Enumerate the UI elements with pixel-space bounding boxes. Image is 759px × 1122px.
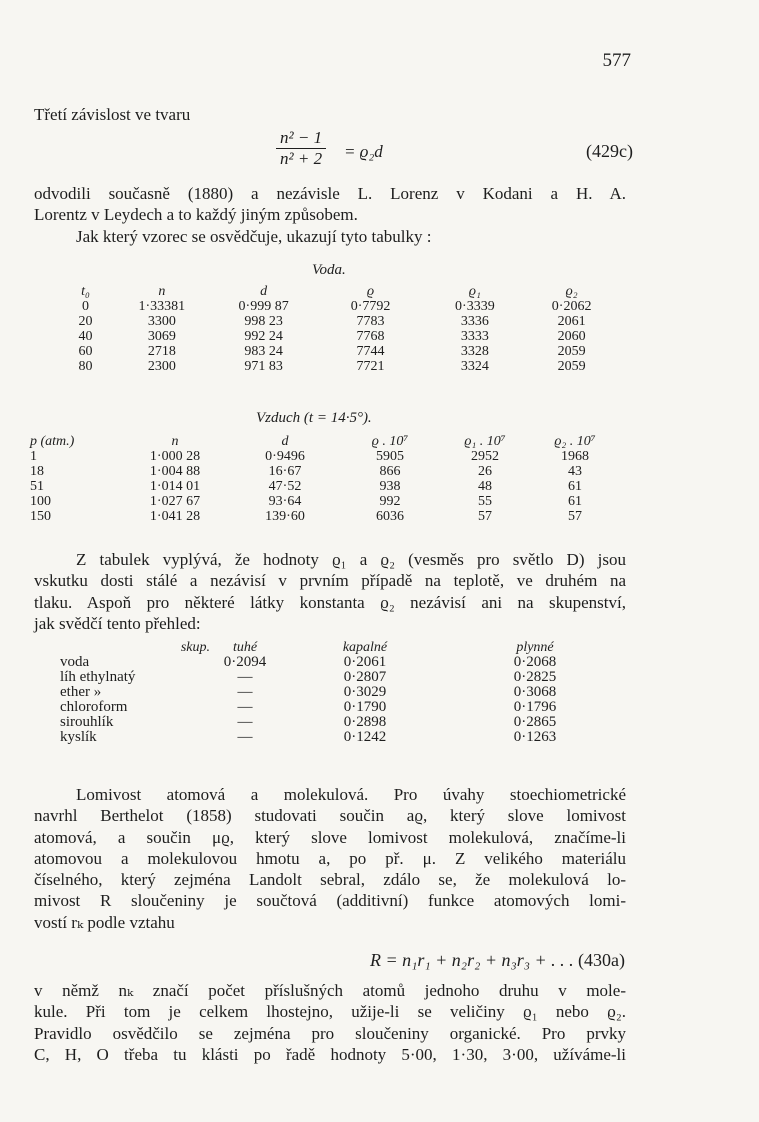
- text-line: atomovou a molekulovou hmotu a, po př. μ. Z velikého materiálu: [34, 848, 626, 868]
- equation-number: (429c): [586, 141, 633, 161]
- table-cell: 20: [78, 314, 93, 329]
- table-cell: 0·1796: [513, 699, 557, 715]
- table-row: [30, 509, 620, 524]
- table-cell: 0·9496: [265, 449, 305, 464]
- table-row: [60, 329, 620, 344]
- table-row: [60, 299, 620, 314]
- table-cell: 61: [568, 494, 582, 509]
- table-cell: sirouhlík: [60, 714, 114, 730]
- table-cell: —: [237, 684, 253, 700]
- table-cell: —: [237, 729, 253, 745]
- text-line: odvodili současně (1880) a nezávisle L. Lorenz v Kodani a H. A.: [34, 184, 626, 203]
- table-cell: 47·52: [268, 479, 302, 494]
- text-line: Jak který vzorec se osvědčuje, ukazují tyto tabulky :: [76, 226, 432, 246]
- table-row: [60, 715, 620, 730]
- text-line: navrhl Berthelot (1858) studovati součin aϱ, který slove lomivost: [34, 806, 626, 826]
- table-header: kapalné: [342, 640, 388, 655]
- table-header: ϱ₂: [565, 284, 578, 299]
- table-header: ϱ: [366, 284, 375, 299]
- table-header: ϱ₂ . 10⁷: [554, 434, 596, 449]
- table-header-row: [30, 434, 620, 449]
- text-line: C, H, O třeba tu klásti po řadě hodnoty 5·00, 1·30, 3·00, užíváme-li: [34, 1044, 626, 1064]
- table-cell: 51: [30, 479, 44, 494]
- table-cell: 866: [379, 464, 401, 479]
- table-air: [30, 434, 620, 524]
- text-line: číselného, který zejména Landolt sebral, zdálo se, že molekulová lo-: [34, 870, 626, 890]
- table-cell: 3069: [147, 329, 176, 344]
- paragraph-intro: [34, 104, 626, 125]
- table-cell: 2060: [557, 329, 586, 344]
- table-row: [60, 670, 620, 685]
- text-line: jak svědčí tento přehled:: [34, 613, 201, 633]
- table-row: [30, 464, 620, 479]
- table-header: p (atm.): [30, 434, 75, 449]
- table-cell: líh ethylnatý: [60, 669, 136, 685]
- table-cell: 26: [478, 464, 492, 479]
- table-cell: —: [237, 669, 253, 685]
- table-cell: 150: [30, 509, 51, 524]
- table-cell: 7768: [356, 329, 385, 344]
- table-cell: 6036: [376, 509, 404, 524]
- table-header: n: [171, 434, 179, 449]
- table-cell: 80: [78, 359, 93, 374]
- table-body: [60, 299, 620, 374]
- table-cell: 0·999 87: [238, 299, 289, 314]
- table-cell: 1968: [561, 449, 589, 464]
- table-cell: voda: [60, 654, 90, 670]
- text-line: vskutku dosti stálé a nezávisí v prvním případě na teplotě, ve druhém na: [34, 571, 626, 591]
- table-cell: —: [237, 699, 253, 715]
- table-cell: 2952: [471, 449, 499, 464]
- table-row: [60, 344, 620, 359]
- table-body: [30, 449, 620, 524]
- table-header: d: [260, 284, 268, 299]
- table-header: ϱ₁: [468, 284, 481, 299]
- table-cell: 0·2807: [343, 669, 387, 685]
- table-row: [60, 314, 620, 329]
- table-header: t₀: [81, 284, 90, 299]
- table-row: [60, 685, 620, 700]
- table-cell: 2059: [557, 344, 586, 359]
- table-cell: 93·64: [268, 494, 302, 509]
- table-cell: 0·3339: [455, 299, 495, 314]
- table-row: [60, 730, 620, 745]
- table-cell: 48: [478, 479, 492, 494]
- table-header: tuhé: [232, 640, 258, 655]
- table-cell: 0·1263: [513, 729, 557, 745]
- table-header-row: [60, 284, 620, 299]
- equation-rhs: = ϱ₂d: [344, 142, 383, 161]
- table-cell: 7721: [356, 359, 385, 374]
- table-cell: 3333: [460, 329, 489, 344]
- table-row: [60, 359, 620, 374]
- table-cell: 992 24: [244, 329, 283, 344]
- table-cell: 18: [30, 464, 44, 479]
- page-number: 577: [602, 50, 631, 71]
- text-line: Třetí závislost ve tvaru: [34, 105, 191, 124]
- table-cell: 938: [379, 479, 401, 494]
- table-cell: 100: [30, 494, 51, 509]
- text-line: Lomivost atomová a molekulová. Pro úvahy stoechiometrické: [76, 785, 626, 804]
- table-cell: 3328: [460, 344, 489, 359]
- text-line: v němž nₖ značí počet příslušných atomů jednoho druhu v mole-: [34, 981, 626, 1000]
- table2-caption: Vzduch (t = 14·5°).: [256, 410, 372, 426]
- table-cell: 1·33381: [138, 299, 186, 314]
- text-line: Z tabulek vyplývá, že hodnoty ϱ₁ a ϱ₂ (vesměs pro světlo D) jsou: [76, 550, 626, 569]
- table-cell: 139·60: [265, 509, 305, 524]
- table-cell: 61: [568, 479, 582, 494]
- text-line: vostí rₖ podle vztahu: [34, 912, 175, 932]
- table-cell: 0·1790: [343, 699, 387, 715]
- paragraph-authors: [34, 183, 626, 247]
- table-cell: 3336: [460, 314, 489, 329]
- table-header: ϱ₁ . 10⁷: [464, 434, 506, 449]
- table-cell: 3324: [460, 359, 489, 374]
- table-cell: —: [237, 714, 253, 730]
- table-row: [60, 700, 620, 715]
- table-cell: 7783: [356, 314, 385, 329]
- table-cell: 1·014 01: [149, 479, 201, 494]
- table-phases: [60, 640, 620, 745]
- table-cell: chloroform: [60, 699, 128, 715]
- table-header: d: [281, 434, 289, 449]
- text-line: Pravidlo osvědčilo se zejména pro sloučeniny organické. Pro prvky: [34, 1023, 626, 1043]
- table-cell: 0·2068: [513, 654, 557, 670]
- equation-numerator: n² − 1: [276, 128, 326, 149]
- table-cell: 1·000 28: [149, 449, 201, 464]
- table-cell: 1·041 28: [149, 509, 201, 524]
- table1-caption: Voda.: [312, 262, 346, 278]
- equation-number: (430a): [578, 950, 625, 970]
- table-cell: 2300: [147, 359, 176, 374]
- table-header: plynné: [516, 640, 554, 655]
- table-cell: 7744: [356, 344, 385, 359]
- table-cell: 992: [379, 494, 401, 509]
- table-header: ϱ . 10⁷: [371, 434, 409, 449]
- table-cell: 2061: [557, 314, 586, 329]
- table-cell: 0: [81, 299, 89, 314]
- table-cell: kyslík: [60, 729, 97, 745]
- table-row: [30, 479, 620, 494]
- paragraph-rule: [34, 980, 626, 1065]
- table-water: [60, 284, 620, 374]
- table-header: n: [158, 284, 166, 299]
- table-cell: 1·027 67: [149, 494, 201, 509]
- table-cell: 40: [78, 329, 93, 344]
- table-cell: 0·2062: [551, 299, 592, 314]
- table-row: [60, 655, 620, 670]
- paragraph-conclusion: [34, 549, 626, 634]
- paragraph-refraction: [34, 784, 626, 933]
- text-line: mivost R sloučeniny je součtová (additivní) funkce atomových lomi-: [34, 891, 626, 911]
- table-cell: 57: [568, 509, 582, 524]
- table-cell: 0·7792: [350, 299, 391, 314]
- table-cell: 971 83: [244, 359, 283, 374]
- table-header-row: [60, 640, 620, 655]
- table-cell: 0·2825: [513, 669, 557, 685]
- table-cell: 0·3068: [513, 684, 557, 700]
- table-row: [30, 494, 620, 509]
- table-body: [60, 655, 620, 745]
- table-cell: 43: [568, 464, 582, 479]
- table-cell: 55: [478, 494, 492, 509]
- table-cell: 0·1242: [343, 729, 387, 745]
- table-cell: 0·2865: [513, 714, 557, 730]
- table-row: [30, 449, 620, 464]
- table-cell: 0·2061: [343, 654, 387, 670]
- text-line: Lorentz v Leydech a to každý jiným způsobem.: [34, 205, 358, 225]
- equation-denominator: n² + 2: [280, 149, 323, 168]
- text-line: atomová, a součin μϱ, který slove lomivost molekulová, značíme-li: [34, 827, 626, 847]
- table-cell: 0·2094: [223, 654, 267, 670]
- table-cell: 1·004 88: [149, 464, 201, 479]
- table-cell: 0·3029: [343, 684, 387, 700]
- table-cell: 2718: [147, 344, 176, 359]
- table-cell: 2059: [557, 359, 586, 374]
- table-cell: 0·2898: [343, 714, 387, 730]
- table-cell: 5905: [376, 449, 404, 464]
- table-cell: 16·67: [268, 464, 302, 479]
- equation-additivity: R = n₁r₁ + n₂r₂ + n₃r₃ + . . .: [370, 950, 574, 970]
- equation-fraction: [276, 128, 326, 169]
- text-line: tlaku. Aspoň pro některé látky konstanta ϱ₂ nezávisí ani na skupenství,: [34, 592, 626, 612]
- table-cell: 998 23: [244, 314, 283, 329]
- table-cell: 1: [30, 449, 37, 464]
- table-cell: 60: [78, 344, 93, 359]
- table-cell: 3300: [147, 314, 176, 329]
- table-cell: ether »: [60, 684, 102, 700]
- table-cell: 57: [478, 509, 492, 524]
- table-header: skup.: [180, 640, 210, 655]
- text-line: kule. Při tom je celkem lhostejno, užije-li se veličiny ϱ₁ nebo ϱ₂.: [34, 1002, 626, 1022]
- table-cell: 983 24: [244, 344, 283, 359]
